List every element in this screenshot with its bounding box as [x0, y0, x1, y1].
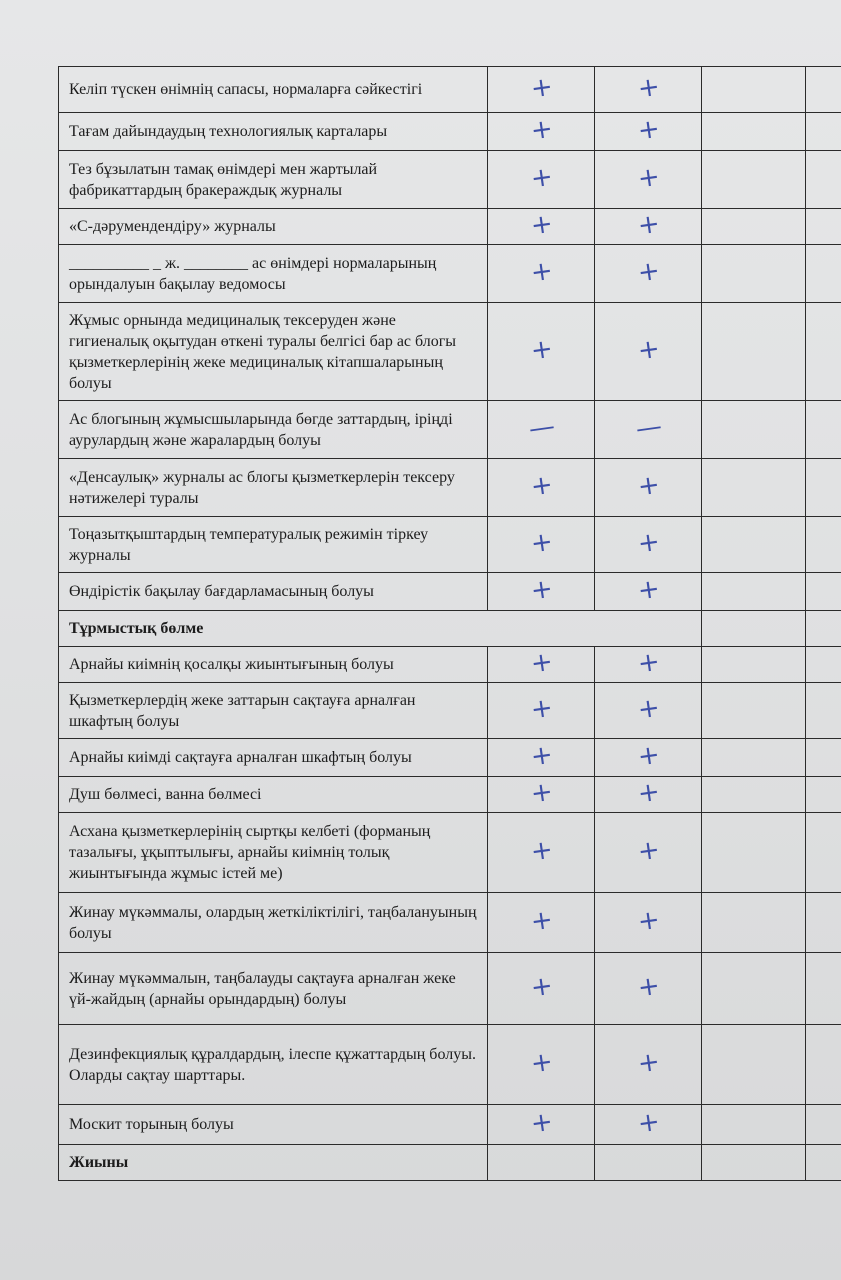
row-label: Жұмыс орнында медициналық тексеруден және гигиеналық оқытудан өткені туралы белгісі бар ас блогы қызметкерлерінің жеке медициналық кітапшаларының болуы [59, 303, 488, 401]
table-row [59, 459, 841, 517]
section-header-row [59, 611, 841, 647]
empty-cell [702, 209, 806, 245]
table-row [59, 517, 841, 573]
mark-cell [488, 401, 595, 459]
empty-cell [806, 245, 841, 303]
handwritten-mark: + [636, 208, 662, 241]
empty-cell [806, 459, 841, 517]
mark-cell [595, 1105, 702, 1145]
row-label: Жинау мүкәммалын, таңбалауды сақтауға арналған жеке үй-жайдың (арнайы орындардың) болуы [59, 953, 488, 1025]
handwritten-mark: + [529, 255, 555, 288]
mark-cell [595, 67, 702, 113]
row-label: Асхана қызметкерлерінің сыртқы келбеті (форманың тазалығы, ұқыптылығы, арнайы киімнің толық жиынтығында жұмыс істей ме) [59, 813, 488, 893]
row-label: Дезинфекциялық құралдардың, ілеспе құжаттардың болуы. Оларды сақтау шарттары. [59, 1025, 488, 1105]
empty-cell [702, 517, 806, 573]
table-row [59, 151, 841, 209]
handwritten-mark: + [636, 692, 662, 725]
handwritten-mark: + [636, 161, 662, 194]
table-row [59, 401, 841, 459]
empty-cell [806, 683, 841, 739]
mark-cell [488, 573, 595, 611]
empty-cell [702, 303, 806, 401]
mark-cell [488, 459, 595, 517]
table-row [59, 813, 841, 893]
mark-cell [595, 953, 702, 1025]
mark-cell [595, 151, 702, 209]
row-label: «С-дәрумендендіру» журналы [59, 209, 488, 245]
mark-cell [595, 517, 702, 573]
mark-cell [488, 67, 595, 113]
empty-cell [702, 1025, 806, 1105]
empty-cell [806, 813, 841, 893]
empty-cell [702, 739, 806, 777]
handwritten-mark: + [636, 1106, 662, 1139]
handwritten-mark: + [529, 692, 555, 725]
table-row [59, 67, 841, 113]
handwritten-mark: + [529, 739, 555, 772]
mark-cell [595, 739, 702, 777]
empty-cell [806, 151, 841, 209]
checklist-table [58, 66, 841, 1181]
row-label: Арнайы киімді сақтауға арналған шкафтың болуы [59, 739, 488, 777]
handwritten-mark: + [529, 113, 555, 146]
handwritten-mark: + [529, 834, 555, 867]
table-row [59, 1105, 841, 1145]
handwritten-mark: + [529, 333, 555, 366]
empty-cell [702, 151, 806, 209]
handwritten-mark: + [529, 208, 555, 241]
empty-cell [806, 1025, 841, 1105]
empty-cell [702, 611, 806, 647]
handwritten-mark: + [529, 646, 555, 679]
handwritten-mark: + [636, 469, 662, 502]
handwritten-mark: + [636, 970, 662, 1003]
empty-cell [702, 683, 806, 739]
table-row [59, 683, 841, 739]
mark-cell [595, 573, 702, 611]
empty-cell [806, 611, 841, 647]
mark-cell [595, 1025, 702, 1105]
empty-cell [806, 1145, 841, 1181]
mark-cell [595, 401, 702, 459]
mark-cell [595, 893, 702, 953]
empty-cell [806, 893, 841, 953]
empty-cell [702, 245, 806, 303]
empty-cell [806, 517, 841, 573]
empty-cell [488, 1145, 595, 1181]
table-row [59, 777, 841, 813]
mark-cell [488, 245, 595, 303]
handwritten-mark: + [529, 469, 555, 502]
handwritten-mark: + [529, 573, 555, 606]
empty-cell [702, 813, 806, 893]
empty-cell [806, 67, 841, 113]
empty-cell [702, 777, 806, 813]
row-label: «Денсаулық» журналы ас блогы қызметкерлерін тексеру нәтижелері туралы [59, 459, 488, 517]
mark-cell [595, 683, 702, 739]
handwritten-mark: — [526, 410, 557, 445]
mark-cell [488, 893, 595, 953]
row-label: Москит торының болуы [59, 1105, 488, 1145]
empty-cell [806, 953, 841, 1025]
mark-cell [488, 777, 595, 813]
empty-cell [702, 953, 806, 1025]
total-label: Жиыны [59, 1145, 488, 1181]
empty-cell [702, 893, 806, 953]
mark-cell [595, 813, 702, 893]
handwritten-mark: + [529, 970, 555, 1003]
table-row [59, 647, 841, 683]
mark-cell [595, 777, 702, 813]
handwritten-mark: + [636, 834, 662, 867]
mark-cell [488, 739, 595, 777]
handwritten-mark: + [636, 113, 662, 146]
empty-cell [806, 209, 841, 245]
section-title: Тұрмыстық бөлме [59, 611, 702, 647]
handwritten-mark: + [636, 573, 662, 606]
empty-cell [702, 647, 806, 683]
table-row [59, 953, 841, 1025]
mark-cell [488, 209, 595, 245]
row-label: Келіп түскен өнімнің сапасы, нормаларға сәйкестігі [59, 67, 488, 113]
handwritten-mark: + [636, 1046, 662, 1079]
mark-cell [595, 647, 702, 683]
mark-cell [595, 459, 702, 517]
handwritten-mark: + [529, 71, 555, 104]
row-label: Ас блогының жұмысшыларында бөгде заттардың, іріңді аурулардың және жаралардың болуы [59, 401, 488, 459]
mark-cell [595, 303, 702, 401]
mark-cell [488, 647, 595, 683]
handwritten-mark: — [633, 410, 664, 445]
handwritten-mark: + [529, 776, 555, 809]
empty-cell [806, 113, 841, 151]
handwritten-mark: + [636, 904, 662, 937]
row-label: Тез бұзылатын тамақ өнімдері мен жартылай фабрикаттардың бракераждық журналы [59, 151, 488, 209]
table-row [59, 245, 841, 303]
empty-cell [806, 401, 841, 459]
mark-cell [488, 151, 595, 209]
row-label: Душ бөлмесі, ванна бөлмесі [59, 777, 488, 813]
empty-cell [595, 1145, 702, 1181]
handwritten-mark: + [529, 904, 555, 937]
handwritten-mark: + [636, 255, 662, 288]
mark-cell [488, 1105, 595, 1145]
row-label: __________ _ ж. ________ ас өнімдері нормаларының орындалуын бақылау ведомосы [59, 245, 488, 303]
table-row [59, 573, 841, 611]
mark-cell [488, 953, 595, 1025]
mark-cell [595, 245, 702, 303]
table-row [59, 113, 841, 151]
empty-cell [702, 67, 806, 113]
handwritten-mark: + [636, 739, 662, 772]
total-row [59, 1145, 841, 1181]
table-row [59, 893, 841, 953]
row-label: Жинау мүкәммалы, олардың жеткіліктілігі, таңбалануының болуы [59, 893, 488, 953]
table-row [59, 303, 841, 401]
handwritten-mark: + [636, 526, 662, 559]
empty-cell [702, 1105, 806, 1145]
handwritten-mark: + [636, 71, 662, 104]
empty-cell [806, 777, 841, 813]
mark-cell [488, 303, 595, 401]
row-label: Тоңазытқыштардың температуралық режимін тіркеу журналы [59, 517, 488, 573]
mark-cell [595, 209, 702, 245]
empty-cell [806, 573, 841, 611]
handwritten-mark: + [529, 1106, 555, 1139]
mark-cell [488, 517, 595, 573]
empty-cell [702, 401, 806, 459]
empty-cell [702, 1145, 806, 1181]
table-row [59, 209, 841, 245]
mark-cell [488, 813, 595, 893]
handwritten-mark: + [636, 646, 662, 679]
table-row [59, 1025, 841, 1105]
empty-cell [702, 573, 806, 611]
empty-cell [702, 459, 806, 517]
row-label: Тағам дайындаудың технологиялық карталары [59, 113, 488, 151]
handwritten-mark: + [636, 333, 662, 366]
empty-cell [702, 113, 806, 151]
handwritten-mark: + [529, 526, 555, 559]
handwritten-mark: + [529, 161, 555, 194]
mark-cell [488, 683, 595, 739]
mark-cell [488, 113, 595, 151]
empty-cell [806, 1105, 841, 1145]
handwritten-mark: + [636, 776, 662, 809]
empty-cell [806, 303, 841, 401]
row-label: Арнайы киімнің қосалқы жиынтығының болуы [59, 647, 488, 683]
mark-cell [488, 1025, 595, 1105]
table-row [59, 739, 841, 777]
row-label: Қызметкерлердің жеке заттарын сақтауға арналған шкафтың болуы [59, 683, 488, 739]
row-label: Өндірістік бақылау бағдарламасының болуы [59, 573, 488, 611]
handwritten-mark: + [529, 1046, 555, 1079]
empty-cell [806, 739, 841, 777]
empty-cell [806, 647, 841, 683]
mark-cell [595, 113, 702, 151]
